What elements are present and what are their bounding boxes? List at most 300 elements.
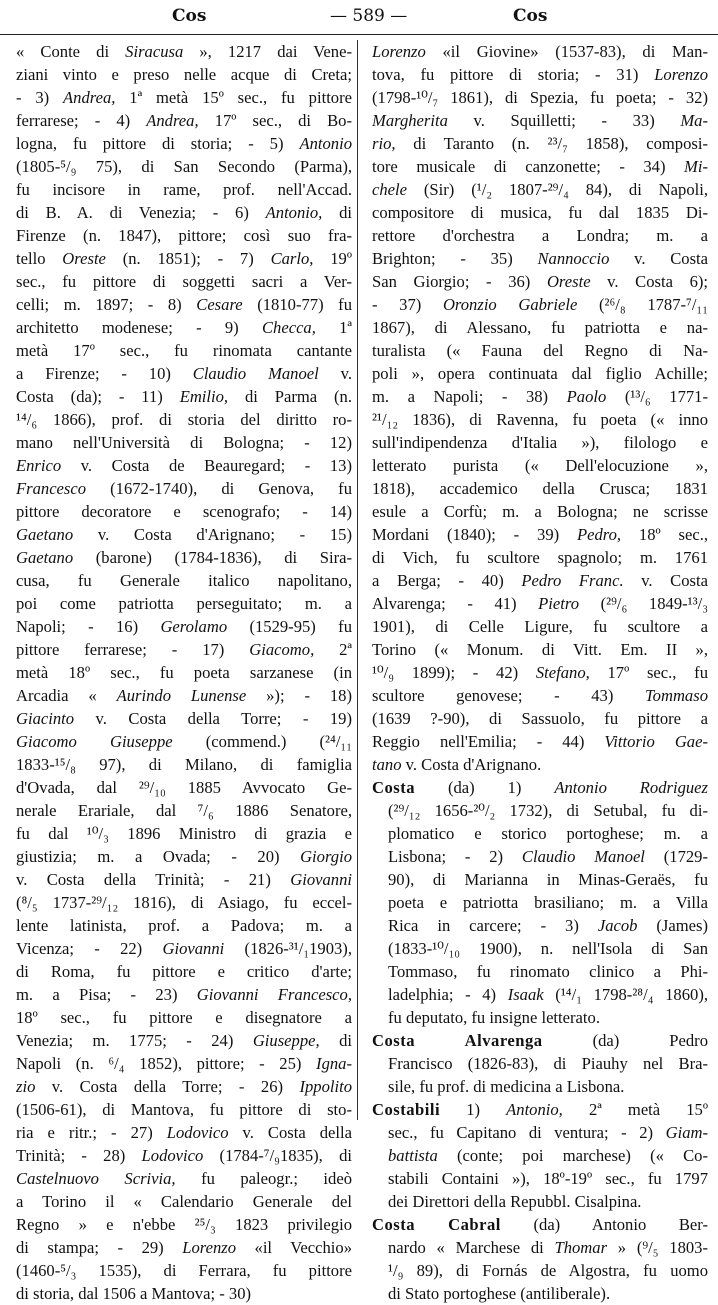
text-span: (1460-⁵/₃ 1535), di Ferrara, fu pittore xyxy=(16,1261,352,1280)
text-line xyxy=(16,707,352,730)
text-line xyxy=(16,1029,352,1052)
italic-name: Gaetano xyxy=(16,525,74,544)
text-line xyxy=(16,776,352,799)
italic-name: tano xyxy=(372,755,402,774)
text-line xyxy=(16,362,352,385)
text-line xyxy=(16,845,352,868)
text-line xyxy=(16,592,352,615)
text-line xyxy=(16,937,352,960)
italic-name: Antonio Rodriguez xyxy=(554,778,708,797)
text-span: celli; m. 1897; - 8) xyxy=(16,295,197,314)
text-span: tore musicale di canzonette; - 34) xyxy=(372,157,685,176)
text-span: San Giorgio; - 36) xyxy=(372,272,547,291)
italic-name: Siracusa xyxy=(125,42,184,61)
text-line xyxy=(372,477,708,500)
text-span: compositore di musica, fu dal 1835 Di- xyxy=(372,203,708,222)
italic-name: Cesare xyxy=(196,295,243,314)
text-line xyxy=(16,339,352,362)
text-span: di Vich, fu scultore spagnolo; m. 1761 xyxy=(372,548,708,567)
text-line xyxy=(16,546,352,569)
italic-name: Margherita xyxy=(372,111,448,130)
text-line xyxy=(372,408,708,431)
text-line xyxy=(372,868,708,891)
text-span: poli », opera continuata dal figlio Achille; xyxy=(372,364,708,383)
text-line xyxy=(372,638,708,661)
italic-name: Antonio, xyxy=(506,1100,563,1119)
text-span: 1818), accademico della Crusca; 1831 xyxy=(372,479,708,498)
text-span: Francisco (1826-83), di Piauhy nel Bra- xyxy=(388,1054,708,1073)
text-span: sile, fu prof. di medicina a Lisbona. xyxy=(388,1077,625,1096)
text-span: stabili Containi »), 18º-19º sec., fu 1797 xyxy=(388,1169,708,1188)
text-span: sec., fu Capitano di ventura; - 2) xyxy=(388,1123,666,1142)
text-span: Arcadia « xyxy=(16,686,117,705)
text-line xyxy=(16,247,352,270)
text-line xyxy=(16,1236,352,1259)
text-line xyxy=(372,1167,708,1190)
text-line xyxy=(372,1282,708,1305)
text-line xyxy=(16,914,352,937)
text-line xyxy=(16,155,352,178)
text-line xyxy=(372,937,708,960)
italic-name: Pedro Franc. xyxy=(521,571,624,590)
text-span: - 37) xyxy=(372,295,443,314)
text-line xyxy=(372,822,708,845)
text-line xyxy=(372,661,708,684)
text-span: v. Squilletti; - 33) xyxy=(447,111,681,130)
text-span: (n. 1851); - 7) xyxy=(105,249,271,268)
text-span: v. Costa xyxy=(609,249,708,268)
text-line xyxy=(372,63,708,86)
italic-name: Lorenzo xyxy=(182,1238,237,1257)
text-line xyxy=(372,1236,708,1259)
text-span: Alvarenga; - 41) xyxy=(372,594,539,613)
text-span: sec., fu pittore di soggetti sacri a Ver- xyxy=(16,272,352,291)
text-line xyxy=(16,40,352,63)
text-span: v. Costa della Torre; - 26) xyxy=(35,1077,300,1096)
text-line xyxy=(16,1259,352,1282)
text-line xyxy=(16,523,352,546)
text-span: » (⁹/₅ 1803- xyxy=(607,1238,708,1257)
italic-name: Lorenzo xyxy=(372,42,426,61)
italic-name: zio xyxy=(16,1077,36,1096)
text-span: lente latinista, prof. a Padova; m. a xyxy=(16,916,352,935)
text-line xyxy=(372,178,708,201)
text-line xyxy=(372,960,708,983)
italic-name: Ma- xyxy=(680,111,708,130)
text-span: ²¹/₁₂ 1836), di Ravenna, fu poeta (« inno xyxy=(372,410,708,429)
text-span: (²⁹/₁₂ 1656-²⁰/₂ 1732), di Setubal, fu di- xyxy=(388,801,708,820)
text-span: Mordani (1840); - 39) xyxy=(372,525,577,544)
text-span: (1506-61), di Mantova, fu pittore di sto- xyxy=(16,1100,352,1119)
text-span: di B. A. di Venezia; - 6) xyxy=(16,203,266,222)
text-span: (commend.) (²⁴/₁₁ xyxy=(172,732,352,751)
italic-name: Antonio, xyxy=(265,203,323,222)
text-line xyxy=(372,293,708,316)
text-span: poeta e patriotta brasiliano; m. a Villa xyxy=(388,893,708,912)
text-span: v. Costa della Trinità; - 21) xyxy=(16,870,291,889)
text-span: «il Giovine» (1537-83), di Man- xyxy=(425,42,708,61)
text-line xyxy=(372,730,708,753)
text-line xyxy=(372,385,708,408)
text-span: d'Ovada, dal ²⁹/₁₀ 1885 Avvocato Ge- xyxy=(16,778,352,797)
text-span: (1729- xyxy=(644,847,708,866)
text-span: Torino (« Monum. di Vitt. Em. II », xyxy=(372,640,708,659)
text-line xyxy=(372,1006,708,1029)
italic-name: Oronzio Gabriele xyxy=(442,295,578,314)
text-span: pittore ferrarese; - 17) xyxy=(16,640,250,659)
text-span: Trinità; - 28) xyxy=(16,1146,142,1165)
italic-name: Vittorio Gae- xyxy=(604,732,708,751)
text-line xyxy=(16,500,352,523)
text-line xyxy=(372,500,708,523)
text-line xyxy=(16,615,352,638)
text-line xyxy=(16,1213,352,1236)
text-span: Firenze (n. 1847), pittore; così suo fra- xyxy=(16,226,352,245)
text-span: di Parma (n. xyxy=(228,387,352,406)
text-line xyxy=(372,155,708,178)
text-span: giustizia; m. a Ovada; - 20) xyxy=(16,847,301,866)
text-span: Brighton; - 35) xyxy=(372,249,538,268)
text-line xyxy=(372,891,708,914)
italic-name: Giacomo, xyxy=(249,640,315,659)
text-span: (⁸/₅ 1737-²⁹/₁₂ 1816), di Asiago, fu eccel- xyxy=(16,893,352,912)
text-line xyxy=(372,546,708,569)
italic-name: Nannoccio xyxy=(537,249,610,268)
text-span: di xyxy=(319,1031,352,1050)
text-span: logna, fu pittore di storia; - 5) xyxy=(16,134,300,153)
text-line xyxy=(372,316,708,339)
text-span: (Sir) (¹/₂ 1807-²⁹/₄ 84), di Napoli, xyxy=(407,180,708,199)
text-span: 2ª xyxy=(314,640,352,659)
text-span: «il Vecchio» xyxy=(236,1238,352,1257)
text-span: v. Costa d'Arignano. xyxy=(401,755,542,774)
text-span: plomatico e storico portoghese; m. a xyxy=(388,824,708,843)
text-line xyxy=(16,1167,352,1190)
italic-name: Igna- xyxy=(316,1054,352,1073)
text-line xyxy=(372,1075,708,1098)
text-line xyxy=(372,431,708,454)
text-span: (1833-¹⁰/₁₀ 1900), n. nell'Isola di San xyxy=(388,939,708,958)
text-span: cusa, fu Generale italico napolitano, xyxy=(16,571,352,590)
text-span: (da) Antonio Ber- xyxy=(500,1215,708,1234)
text-span: (1639 ?-90), di Sassuolo, fu pittore a xyxy=(372,709,708,728)
text-line xyxy=(16,86,352,109)
text-span: a Torino il « Calendario Generale del xyxy=(16,1192,352,1211)
text-span: di stampa; - 29) xyxy=(16,1238,183,1257)
right-column xyxy=(372,40,708,1305)
text-line xyxy=(372,1029,708,1052)
italic-name: Giam- xyxy=(665,1123,708,1142)
text-line xyxy=(372,753,708,776)
text-span: esule a Corfù; m. a Bologna; ne scrisse xyxy=(372,502,708,521)
italic-name: Lorenzo xyxy=(654,65,708,84)
italic-name: Giovanni xyxy=(162,939,225,958)
text-span: Venezia; m. 1775; - 24) xyxy=(16,1031,253,1050)
italic-name: Lodovico xyxy=(166,1123,229,1142)
text-line xyxy=(372,523,708,546)
text-span: »); - 18) xyxy=(246,686,352,705)
text-line xyxy=(16,983,352,1006)
text-line xyxy=(16,408,352,431)
text-span: tello xyxy=(16,249,63,268)
text-span: fu dal ¹⁰/₃ 1896 Ministro di grazia e xyxy=(16,824,352,843)
text-span: mano nell'Università di Bologna; - 12) xyxy=(16,433,352,452)
text-line xyxy=(372,1259,708,1282)
text-span: fu paleogr.; ideò xyxy=(175,1169,352,1188)
text-line xyxy=(372,684,708,707)
text-span: nardo « Marchese di xyxy=(388,1238,555,1257)
text-span: (da) 1) xyxy=(415,778,555,797)
italic-name: Gaetano xyxy=(16,548,74,567)
text-span: 1833-¹⁵/₈ 97), di Milano, di famiglia xyxy=(16,755,352,774)
italic-name: Giacomo Giuseppe xyxy=(16,732,173,751)
text-line xyxy=(16,569,352,592)
text-line xyxy=(16,822,352,845)
text-line xyxy=(16,109,352,132)
text-span: (²⁶/₈ 1787-⁷/₁₁ xyxy=(577,295,708,314)
text-span: (da) Pedro xyxy=(542,1031,708,1050)
text-span: architetto modenese; - 9) xyxy=(16,318,262,337)
text-span: 18º sec., fu pittore e disegnatore a xyxy=(16,1008,352,1027)
text-span: (1826-³¹/₁1903), xyxy=(224,939,352,958)
text-span: 1ª xyxy=(315,318,352,337)
text-line xyxy=(16,270,352,293)
text-span: Reggio nell'Emilia; - 44) xyxy=(372,732,605,751)
text-line xyxy=(372,201,708,224)
text-span: », 1217 dai Vene- xyxy=(183,42,352,61)
entry-headword: Costa Cabral xyxy=(372,1215,501,1234)
text-line xyxy=(372,845,708,868)
text-span: 1) xyxy=(440,1100,507,1119)
italic-name: Francesco xyxy=(16,479,87,498)
text-span: ferrarese; - 4) xyxy=(16,111,147,130)
text-span: fu incisore in rame, prof. nell'Accad. xyxy=(16,180,352,199)
text-line xyxy=(16,201,352,224)
italic-name: battista xyxy=(388,1146,438,1165)
italic-name: Isaak xyxy=(507,985,544,1004)
text-span: (James) xyxy=(637,916,708,935)
italic-name: Castelnuovo Scrivia, xyxy=(16,1169,176,1188)
text-line xyxy=(372,224,708,247)
text-line xyxy=(372,983,708,1006)
text-span: Napoli (n. ⁶/₄ 1852), pittore; - 25) xyxy=(16,1054,317,1073)
text-line xyxy=(16,799,352,822)
text-span: pittore decoratore e scenografo; - 14) xyxy=(16,502,352,521)
column-divider xyxy=(357,40,358,1120)
page-number: — 589 — xyxy=(330,6,408,26)
entry-headword: Costa Alvarenga xyxy=(372,1031,543,1050)
italic-name: Checca, xyxy=(261,318,316,337)
text-span: 1867), di Alessano, fu patriotta e na- xyxy=(372,318,708,337)
text-span: v. Costa della Torre; - 19) xyxy=(74,709,352,728)
text-line xyxy=(372,247,708,270)
text-line xyxy=(372,40,708,63)
text-line xyxy=(372,86,708,109)
text-line xyxy=(16,891,352,914)
text-span: ria e ritr.; - 27) xyxy=(16,1123,167,1142)
italic-name: Giacinto xyxy=(16,709,75,728)
text-span: di Roma, fu pittore e critico d'arte; xyxy=(16,962,352,981)
text-line xyxy=(16,454,352,477)
text-line xyxy=(372,454,708,477)
text-line xyxy=(372,592,708,615)
italic-name: Jacob xyxy=(597,916,638,935)
text-line xyxy=(16,638,352,661)
text-line xyxy=(16,730,352,753)
text-span: dei Direttori della Repubbl. Cisalpina. xyxy=(388,1192,642,1211)
text-line xyxy=(16,178,352,201)
text-line xyxy=(16,684,352,707)
text-span: Regno » e n'ebbe ²⁵/₃ 1823 privilegio xyxy=(16,1215,352,1234)
text-line xyxy=(16,1098,352,1121)
italic-name: Pedro, xyxy=(577,525,622,544)
text-span: poi come patriotta perseguitato; m. a xyxy=(16,594,352,613)
text-span: (1672-1740), di Genova, fu xyxy=(86,479,352,498)
text-line xyxy=(372,132,708,155)
text-span: di xyxy=(322,203,352,222)
text-span: Napoli; - 16) xyxy=(16,617,161,636)
italic-name: Giovanni xyxy=(290,870,352,889)
text-line xyxy=(16,661,352,684)
text-line xyxy=(372,569,708,592)
text-span: ¹⁴/₆ 1866), prof. di storia del diritto ro- xyxy=(16,410,352,429)
text-line xyxy=(372,914,708,937)
text-line xyxy=(372,799,708,822)
text-line xyxy=(16,477,352,500)
text-line xyxy=(372,1052,708,1075)
text-span: 1901), di Celle Ligure, fu scultore a xyxy=(372,617,708,636)
text-span: a Firenze; - 10) xyxy=(16,364,193,383)
text-span: Vicenza; - 22) xyxy=(16,939,163,958)
text-span: ¹⁰/₉ 1899); - 42) xyxy=(372,663,536,682)
text-line xyxy=(372,1190,708,1213)
italic-name: Giuseppe, xyxy=(252,1031,320,1050)
text-span: ladelphia; - 4) xyxy=(388,985,508,1004)
entry-headword: Costa xyxy=(372,778,416,797)
text-span: (1805-⁵/₉ 75), di San Secondo (Parma), xyxy=(16,157,352,176)
header-left-keyword: Cos xyxy=(172,6,207,26)
text-span: 17º sec., di Bo- xyxy=(198,111,352,130)
text-span: (conte; poi marchese) (« Co- xyxy=(437,1146,708,1165)
left-column xyxy=(16,40,352,1305)
text-line xyxy=(16,1282,352,1305)
text-line xyxy=(16,1052,352,1075)
text-line xyxy=(16,385,352,408)
text-span: v. Costa xyxy=(623,571,708,590)
text-line xyxy=(16,293,352,316)
page-header xyxy=(0,0,718,35)
italic-name: Oreste xyxy=(62,249,106,268)
text-line xyxy=(372,270,708,293)
text-span: tova, fu pittore di storia; - 31) xyxy=(372,65,655,84)
text-span: m. a Napoli; - 38) xyxy=(372,387,567,406)
text-span: Rica in carcere; - 3) xyxy=(388,916,598,935)
text-span: (¹⁴/₁ 1798-²⁸/₄ 1860), xyxy=(543,985,708,1004)
text-span: 18º sec., xyxy=(621,525,708,544)
text-line xyxy=(372,615,708,638)
text-span: a Berga; - 40) xyxy=(372,571,522,590)
text-span: di Stato portoghese (antiliberale). xyxy=(388,1284,611,1303)
text-line xyxy=(16,1144,352,1167)
text-span: 2ª metà 15º xyxy=(562,1100,708,1119)
text-span: (1810-77) fu xyxy=(242,295,352,314)
text-span: di Taranto (n. ²³/₇ 1858), composi- xyxy=(395,134,708,153)
text-span: ¹/₉ 89), di Fornás de Algostra, fu uomo xyxy=(388,1261,708,1280)
text-line xyxy=(16,1006,352,1029)
text-span: Costa (da); - 11) xyxy=(16,387,180,406)
text-line xyxy=(372,1098,708,1121)
text-span: scultore genovese; - 43) xyxy=(372,686,645,705)
italic-name: Carlo, xyxy=(270,249,314,268)
text-span: nerale Erariale, dal ⁷/₆ 1886 Senatore, xyxy=(16,801,352,820)
text-line xyxy=(16,1075,352,1098)
text-span: v. Costa de Beauregard; - 13) xyxy=(61,456,352,475)
text-span: metà 18º sec., fu poeta sarzanese (in xyxy=(16,663,352,682)
text-line xyxy=(16,431,352,454)
text-span: (1529-95) fu xyxy=(227,617,352,636)
italic-name: Andrea, xyxy=(63,88,116,107)
text-span: rettore d'orchestra a Londra; m. a xyxy=(372,226,708,245)
text-span: - 3) xyxy=(16,88,64,107)
text-span: v. xyxy=(318,364,352,383)
text-span: di storia, dal 1506 a Mantova; - 30) xyxy=(16,1284,252,1303)
text-line xyxy=(16,753,352,776)
text-span: v. Costa della xyxy=(228,1123,352,1142)
text-span: v. Costa 6); xyxy=(590,272,708,291)
entry-headword: Costabili xyxy=(372,1100,441,1119)
text-span: m. a Pisa; - 23) xyxy=(16,985,197,1004)
italic-name: Giorgio xyxy=(300,847,352,866)
text-span: (barone) (1784-1836), di Sira- xyxy=(73,548,352,567)
text-span: (1784-⁷/₉1835), di xyxy=(203,1146,352,1165)
text-span: (¹³/₆ 1771- xyxy=(606,387,708,406)
text-line xyxy=(16,132,352,155)
italic-name: Claudio Manoel xyxy=(521,847,645,866)
text-span: Lisbona; - 2) xyxy=(388,847,522,866)
italic-name: Claudio Manoel xyxy=(192,364,319,383)
italic-name: Lodovico xyxy=(141,1146,204,1165)
italic-name: Enrico xyxy=(16,456,62,475)
italic-name: Emilio, xyxy=(179,387,229,406)
text-span: (²⁹/₆ 1849-¹³/₃ xyxy=(579,594,708,613)
text-line xyxy=(16,1190,352,1213)
text-span: turalista (« Fauna del Regno di Na- xyxy=(372,341,708,360)
italic-name: Giovanni Francesco, xyxy=(196,985,352,1004)
text-span: ziani vinto e preso nelle acque di Creta; xyxy=(16,65,352,84)
italic-name: Antonio xyxy=(299,134,352,153)
italic-name: Aurindo Lunense xyxy=(116,686,247,705)
italic-name: rio, xyxy=(372,134,396,153)
text-span: 90), di Marianna in Minas-Geraës, fu xyxy=(388,870,708,889)
text-span: 1ª metà 15º sec., fu pittore xyxy=(115,88,352,107)
italic-name: Paolo xyxy=(566,387,607,406)
text-span: 17º sec., fu xyxy=(589,663,708,682)
italic-name: chele xyxy=(372,180,408,199)
text-line xyxy=(16,224,352,247)
text-span: (1798-¹⁰/₇ 1861), di Spezia, fu poeta; - 32) xyxy=(372,88,708,107)
text-span: letterato purista (« Dell'elocuzione », xyxy=(372,456,708,475)
header-right-keyword: Cos xyxy=(513,6,548,26)
text-line xyxy=(372,109,708,132)
text-line xyxy=(16,960,352,983)
text-span: sull'indipendenza d'Italia »), filologo e xyxy=(372,433,708,452)
italic-name: Oreste xyxy=(546,272,591,291)
text-span: 19º xyxy=(313,249,352,268)
text-line xyxy=(372,707,708,730)
italic-name: Tommaso xyxy=(644,686,708,705)
text-line xyxy=(16,63,352,86)
text-line xyxy=(372,1144,708,1167)
